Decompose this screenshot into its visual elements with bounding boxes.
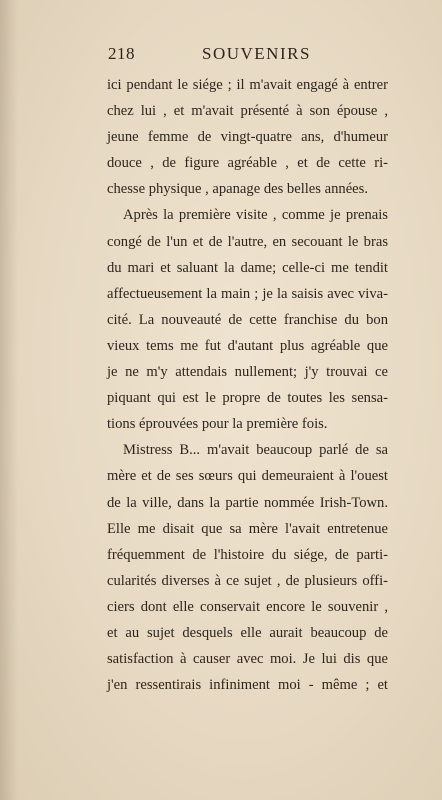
text-line: chesse physique , apanage des belles années.	[107, 181, 368, 198]
text-line: de la ville, dans la partie nommée Irish-Town.	[107, 494, 388, 511]
text-line: cularités diverses à ce sujet , de plusieurs offi-	[107, 572, 388, 589]
text-line: piquant qui est le propre de toutes les sensa-	[107, 390, 388, 407]
text-line: vieux tems me fut d'autant plus agréable que	[107, 337, 388, 354]
text-line: j'en ressentirais infiniment moi - même ; et	[107, 677, 388, 694]
text-line: Mistress B... m'avait beaucoup parlé de sa	[123, 442, 388, 459]
text-line: jeune femme de vingt-quatre ans, d'humeur	[107, 129, 388, 146]
text-line: je ne m'y attendais nullement; j'y trouvai ce	[107, 364, 388, 381]
text-line: fréquemment de l'histoire du siége, de parti-	[107, 546, 388, 563]
text-line: congé de l'un et de l'autre, en secouant le bras	[107, 233, 388, 250]
text-line: mère et de ses sœurs qui demeuraient à l'ouest	[107, 468, 388, 485]
text-line: ciers dont elle conservait encore le souvenir ,	[107, 598, 388, 615]
text-line: ici pendant le siége ; il m'avait engagé à entrer	[107, 77, 388, 93]
text-line: chez lui , et m'avait présenté à son épouse ,	[107, 103, 388, 120]
text-line: cité. La nouveauté de cette franchise du bon	[107, 311, 388, 328]
binding-shadow	[0, 0, 18, 800]
running-title: SOUVENIRS	[202, 44, 311, 63]
text-line: du mari et saluant la dame; celle-ci me tendit	[107, 259, 388, 276]
body-text	[107, 72, 388, 698]
text-line: douce , de figure agréable , et de cette ri-	[107, 155, 388, 172]
text-line: tions éprouvées pour la première fois.	[107, 416, 328, 433]
text-line: Elle me disait que sa mère l'avait entretenue	[107, 520, 388, 537]
text-line: Après la première visite , comme je prenais	[123, 207, 388, 224]
text-line: affectueusement la main ; je la saisis avec viva-	[107, 285, 388, 302]
text-line: satisfaction à causer avec moi. Je lui dis que	[107, 651, 388, 668]
page-header	[108, 44, 408, 68]
text-line: et au sujet desquels elle aurait beaucoup de	[107, 624, 388, 641]
page-number: 218	[108, 44, 135, 63]
